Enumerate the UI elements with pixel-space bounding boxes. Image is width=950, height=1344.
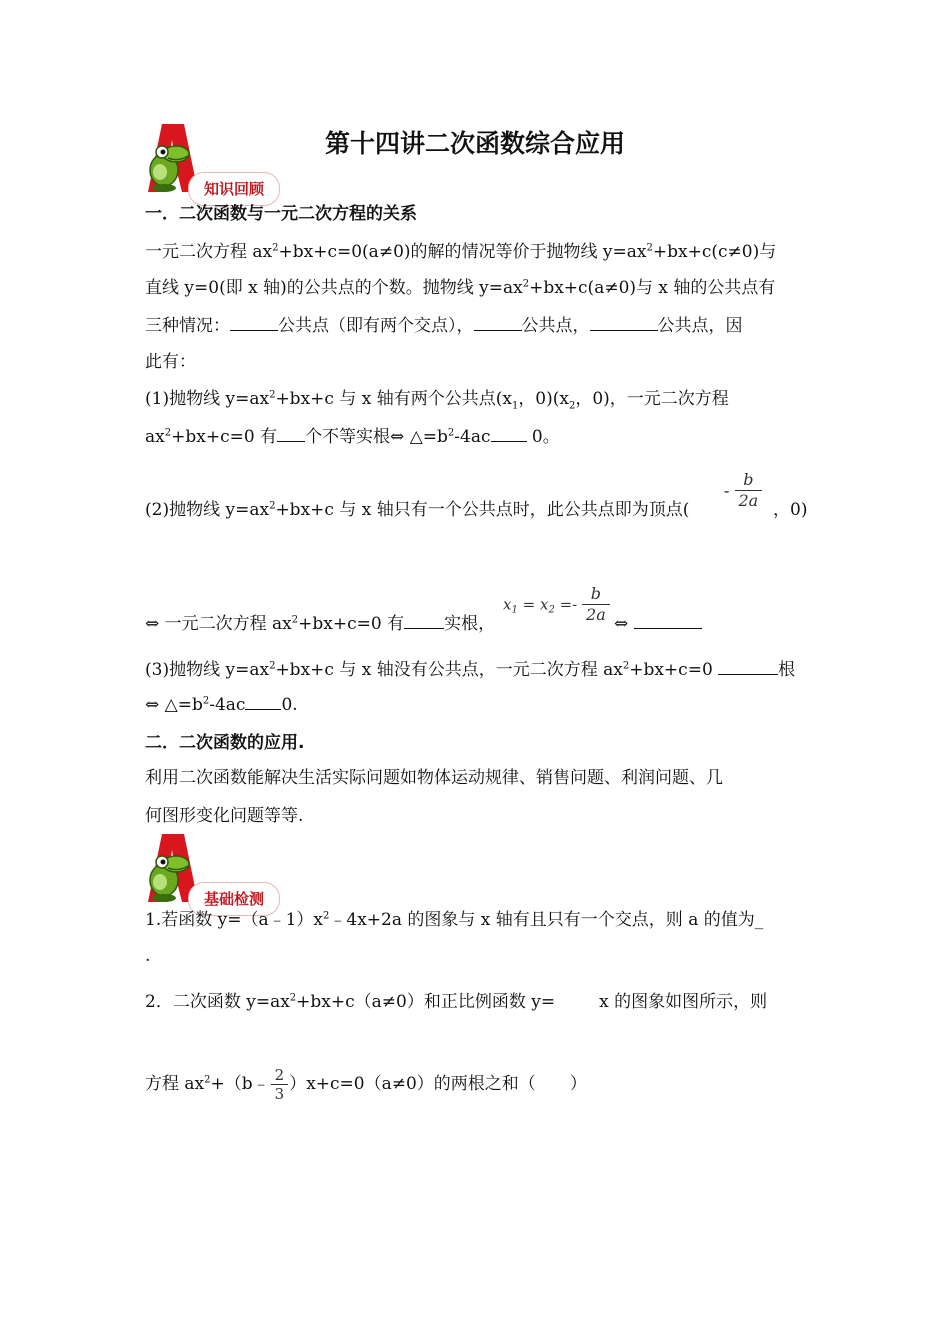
case-2: (2)抛物线 $y=ax^2+bx+c$ 与 x 轴只有一个公共点时，此公共点即为顶点( — [145, 500, 690, 520]
fill-blank[interactable] — [230, 314, 278, 331]
fill-blank[interactable] — [245, 693, 281, 710]
section-badge-review — [140, 122, 290, 212]
paragraph-line: 三种情况： 公共点（即有两个交点）， 公共点， 公共点，因 — [145, 316, 743, 336]
case-2-continued: ⇔ 一元二次方程 $ax^2+bx+c=0$ 有 实根， — [145, 614, 496, 634]
fill-blank[interactable] — [404, 612, 444, 629]
paragraph-line: 一元二次方程 $ax^2+bx+c=0(a\ne 0)$的解的情况等价于抛物线 $y=ax^2+bx+c(c\ne 0)$与 — [145, 242, 777, 262]
section-heading-1: 一．二次函数与一元二次方程的关系 — [145, 204, 417, 224]
root-equation: $x_1 = x_2$ =- $\frac{b}{2a}$ — [503, 584, 610, 625]
fill-blank[interactable] — [277, 425, 305, 442]
paragraph-line: 直线 y=0(即 x 轴)的公共点的个数。抛物线 $y=ax^2+bx+c(a\ne 0)$与 x 轴的公共点有 — [145, 278, 776, 298]
fill-blank[interactable] — [491, 425, 527, 442]
fill-blank[interactable] — [590, 314, 658, 331]
question-1: 1.若函数 $y=(a﹣1)x^2﹣4x+2a$ 的图象与 x 轴有且只有一个交点，则 a 的值为_ — [145, 910, 764, 930]
case-3: (3)抛物线 $y=ax^2+bx+c$ 与 x 轴没有公共点，一元二次方程 $ax^2+bx+c=0$ 根 — [145, 660, 796, 680]
paragraph-line: 此有： — [145, 352, 196, 372]
question-2: 2．二次函数 $y=ax^2+bx+c(a\ne 0)$和正比例函数 y= x 的图象如图所示，则 — [145, 992, 768, 1012]
question-1-end: . — [145, 946, 151, 966]
case-3-continued: ⇔ $\triangle=b^2-4ac$ 0. — [145, 695, 298, 715]
fill-blank[interactable] — [474, 314, 522, 331]
vertex-tail: ，0) — [773, 500, 808, 520]
paragraph-line: 何图形变化问题等等. — [145, 806, 304, 826]
badge-label-review: 知识回顾 — [188, 172, 280, 206]
fill-blank[interactable] — [634, 612, 702, 629]
paragraph-line: 利用二次函数能解决生活实际问题如物体运动规律、销售问题、利润问题、几 — [145, 768, 723, 788]
page-title: 第十四讲二次函数综合应用 — [324, 129, 625, 158]
question-2-continued: 方程 $ax^2+(b﹣$ $\frac{2}{3}$ ）x+c=0（a≠0）的两根之和（ ） — [145, 1066, 587, 1103]
case-2-equivalence: ⇔ — [614, 612, 702, 636]
vertex-fraction: - $\frac{b}{2a}$ — [724, 470, 762, 511]
badge-label-test: 基础检测 — [188, 882, 280, 916]
fill-blank[interactable] — [718, 658, 778, 675]
section-heading-2: 二．二次函数的应用. — [145, 733, 305, 753]
case-1-continued: $ax^2+bx+c=0$ 有 个不等实根⇔ $\triangle=b^2-4ac$ 0。 — [145, 427, 560, 447]
case-1: (1)抛物线 $y=ax^2+bx+c$ 与 x 轴有两个公共点($x_1$，$0)(x_2$，0)，一元二次方程 — [145, 389, 729, 412]
